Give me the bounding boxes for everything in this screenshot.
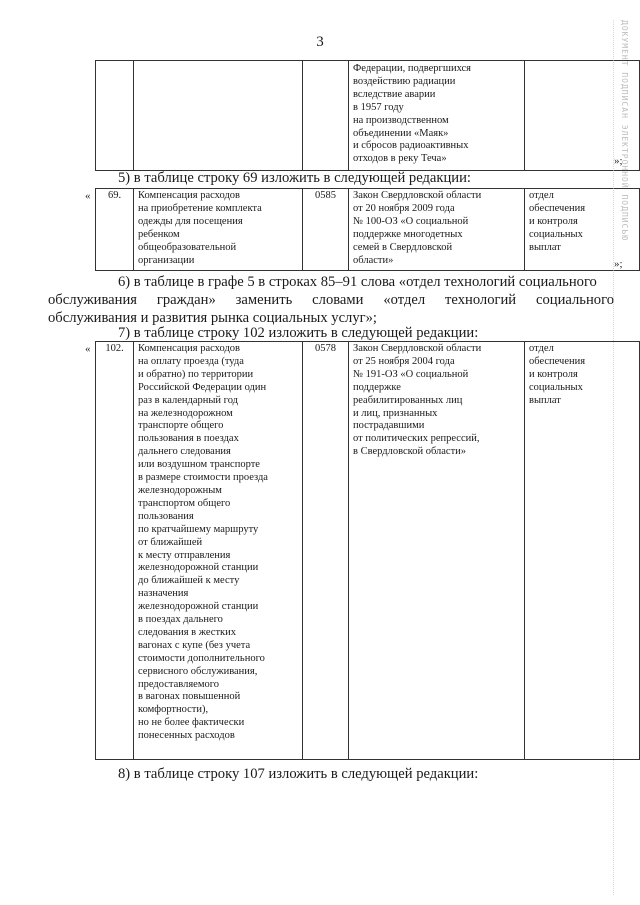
cell-num: 102. bbox=[96, 342, 134, 760]
closing-quote: »; bbox=[614, 258, 623, 270]
cell-name bbox=[134, 61, 303, 171]
item-5: 5) в таблице строку 69 изложить в следующей редакции: bbox=[118, 170, 471, 186]
cell-law: Федерации, подвергшихся воздействию радиации вследствие аварии в 1957 году на производственном объединении «Маяк» и сбросов радиоактивных отходов в реку Теча» bbox=[349, 61, 525, 171]
cell-dept: отдел обеспечения и контроля социальных выплат bbox=[525, 189, 640, 271]
opening-quote: « bbox=[85, 343, 91, 355]
cell-num: 69. bbox=[96, 189, 134, 271]
item-8: 8) в таблице строку 107 изложить в следующей редакции: bbox=[118, 766, 479, 782]
opening-quote: « bbox=[85, 190, 91, 202]
item-6-line-3: обслуживания и развития рынка социальных услуг»; bbox=[48, 310, 377, 326]
table-row-102 bbox=[95, 341, 640, 760]
page-number: 3 bbox=[316, 34, 324, 50]
cell-num bbox=[96, 61, 134, 171]
cell-code: 0578 bbox=[303, 342, 349, 760]
item-6-line-1: 6) в таблице в графе 5 в строках 85–91 слова «отдел технологий социального bbox=[118, 274, 597, 290]
cell-law: Закон Свердловской области от 25 ноября 2004 года № 191-ОЗ «О социальной поддержке реабилитированных лиц и лиц, признанных пострадавшими от политических репрессий, в Свердловской области» bbox=[349, 342, 525, 760]
cell-dept: отдел обеспечения и контроля социальных выплат bbox=[525, 342, 640, 760]
item-6-line-2: обслуживания граждан» заменить словами «отдел технологий социального bbox=[48, 292, 614, 308]
closing-quote: »; bbox=[614, 155, 623, 167]
side-stamp bbox=[613, 20, 636, 895]
side-stamp-text: ДОКУМЕНТ ПОДПИСАН ЭЛЕКТРОННОЙ ПОДПИСЬЮ bbox=[620, 20, 629, 242]
cell-code: 0585 bbox=[303, 189, 349, 271]
cell-name: Компенсация расходов на оплату проезда (туда и обратно) по территории Российской Федерации один раз в календарный год на железнодорожном транспорте общего пользования в поездах дальнего следования или воздушном транспорте в размере стоимости проезда железнодорожным транспортом общего пользования по кратчайшему маршруту от ближайшей к месту отправления железнодорожной станции до ближайшей к месту назначения железнодорожной станции в поездах дальнего следования в жестких вагонах с купе (без учета стоимости дополнительного сервисного обслуживания, предоставляемого в вагонах повышенной комфортности), но не более фактически понесенных расходов bbox=[134, 342, 303, 760]
cell-code bbox=[303, 61, 349, 171]
table-row-continuation bbox=[95, 60, 640, 171]
cell-law: Закон Свердловской области от 20 ноября 2009 года № 100-ОЗ «О социальной поддержке многодетных семей в Свердловской области» bbox=[349, 189, 525, 271]
table-row-69 bbox=[95, 188, 640, 271]
item-7: 7) в таблице строку 102 изложить в следующей редакции: bbox=[118, 325, 479, 341]
cell-name: Компенсация расходов на приобретение комплекта одежды для посещения ребенком общеобразовательной организации bbox=[134, 189, 303, 271]
